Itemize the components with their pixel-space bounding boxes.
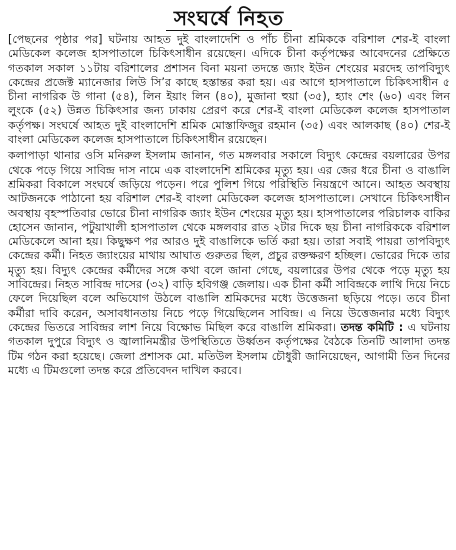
headline-text: সংঘর্ষে নিহত [166,6,292,31]
jump-reference: [পেছনের পৃষ্ঠার পর] [8,33,103,46]
article-paragraph-1 [8,33,450,147]
article-paragraph-2 [8,149,450,378]
paragraph-1-text: ঘটনায় আহত দুই বাংলাদেশি ও পাঁচ চীনা শ্রমিককে বরিশাল শের-ই বাংলা মেডিকেল কলেজ হাসপাতালে চিকিৎসাধীন রয়েছেন। এদিকে চীনা কর্তৃপক্ষের আবেদনের প্রেক্ষিতে গতকাল সকাল ১১টায় বরিশালের প্রশাসন বিনা ময়না তদন্তে জ্যাং ইউন শেংয়ের মরদেহ তাপবিদ্যুৎ কেন্দ্রের প্রজেক্ট ম্যানেজার লিউ সি’র কাছে হস্তান্তর করা হয়। এর আগে হাসপাতালে চিকিৎসাধীন ৫ চীনা নাগরিক উ গানা (৫৪), লিন ইয়াং লিন (৪০), মুজানা হুয়া (৩৫), হ্যাং শেং (৬০) এবং লিন লুংকে (৫২) উন্নত চিকিৎসার জন্য ঢাকায় প্রেরণ করে শের-ই বাংলা মেডিকেল কলেজ হাসপাতাল কর্তৃপক্ষ। সংঘর্ষে আহত দুই বাংলাদেশি শ্রমিক মোস্তাফিজুর রহমান (৩৫) এবং আলকাছ (৪০) শের-ই বাংলা মেডিকেল কলেজ হাসপাতালে চিকিৎসাধীন রয়েছেন। [8,33,451,147]
newspaper-clipping [0,4,456,550]
headline [8,4,450,32]
paragraph-2-text: কলাপাড়া থানার ওসি মনিরুল ইসলাম জানান, গত মঙ্গলবার সকালে বিদ্যুৎ কেন্দ্রের বয়লারের উপর থেকে পড়ে গিয়ে সাবিন্দ্র দাস নামে এক বাংলাদেশি শ্রমিকের মৃত্যু হয়। এর জের ধরে চীনা ও বাঙালি শ্রমিকরা বিকালে সংঘর্ষে জড়িয়ে পড়েন। পরে পুলিশ গিয়ে পরিস্থিতি নিয়ন্ত্রণে আনে। আহত অবস্থায় আটজনকে পাঠানো হয় বরিশাল শের-ই বাংলা মেডিকেল কলেজ হাসপাতালে। সেখানে চিকিৎসাধীন অবস্থায় বৃহস্পতিবার ভোরে চীনা নাগরিক জ্যাং ইউন শেংয়ের মৃত্যু হয়। হাসপাতালের পরিচালক বাকির হোসেন জানান, পটুয়াখালী হাসপাতাল থেকে মঙ্গলবার রাত ২টার দিকে ছয় চীনা নাগরিককে বরিশাল মেডিকেলে আনা হয়। কিছুক্ষণ পর আরও দুই বাঙালিকে ভর্তি করা হয়। তারা সবাই পায়রা তাপবিদ্যুৎ কেন্দ্রের কর্মী। নিহত জ্যাংয়ের মাথায় আঘাত গুরুতর ছিল, প্রচুর রক্তক্ষরণ হচ্ছিল। ভোরের দিকে তার মৃত্যু হয়। বিদ্যুৎ কেন্দ্রের কর্মীদের সঙ্গে কথা বলে জানা গেছে, বয়লারের উপর থেকে পড়ে মৃত্যু হয় সাবিন্দ্রের। নিহত সাবিন্দ্র দাসের (৩২) বাড়ি হবিগঞ্জ জেলায়। এক চীনা কর্মী সাবিন্দ্রকে লাথি দিয়ে নিচে ফেলে দিয়েছিল বলে অভিযোগ উঠলে বাঙালি শ্রমিকদের মধ্যে উত্তেজনা ছড়িয়ে পড়ে। তবে চীনা কর্মীরা দাবি করেন, অসাবধানতায় নিচে পড়ে গিয়েছিলেন সাবিন্দ্র। এ নিয়ে উত্তেজনার মধ্যে বিদ্যুৎ কেন্দ্রের ভিতরে সাবিন্দ্রর লাশ নিয়ে বিক্ষোভ মিছিল করে বাঙালি শ্রমিকরা। [8,149,450,334]
probe-committee-label: তদন্ত কমিটি : [335,320,404,334]
paragraph-2-tail: এ ঘটনায় গতকাল দুপুরে বিদ্যুৎ ও জ্বালানিমন্ত্রীর উপস্থিতিতে উর্ধ্বতন কর্তৃপক্ষের বৈঠকে তিনটি আলাদা তদন্ত টিম গঠন করা হয়েছে। জেলা প্রশাসক মো. মতিউল ইসলাম চৌধুরী জানিয়েছেন, আগামী তিন দিনের মধ্যে এ টিমগুলো তদন্ত করে প্রতিবেদন দাখিল করবে। [8,320,451,377]
